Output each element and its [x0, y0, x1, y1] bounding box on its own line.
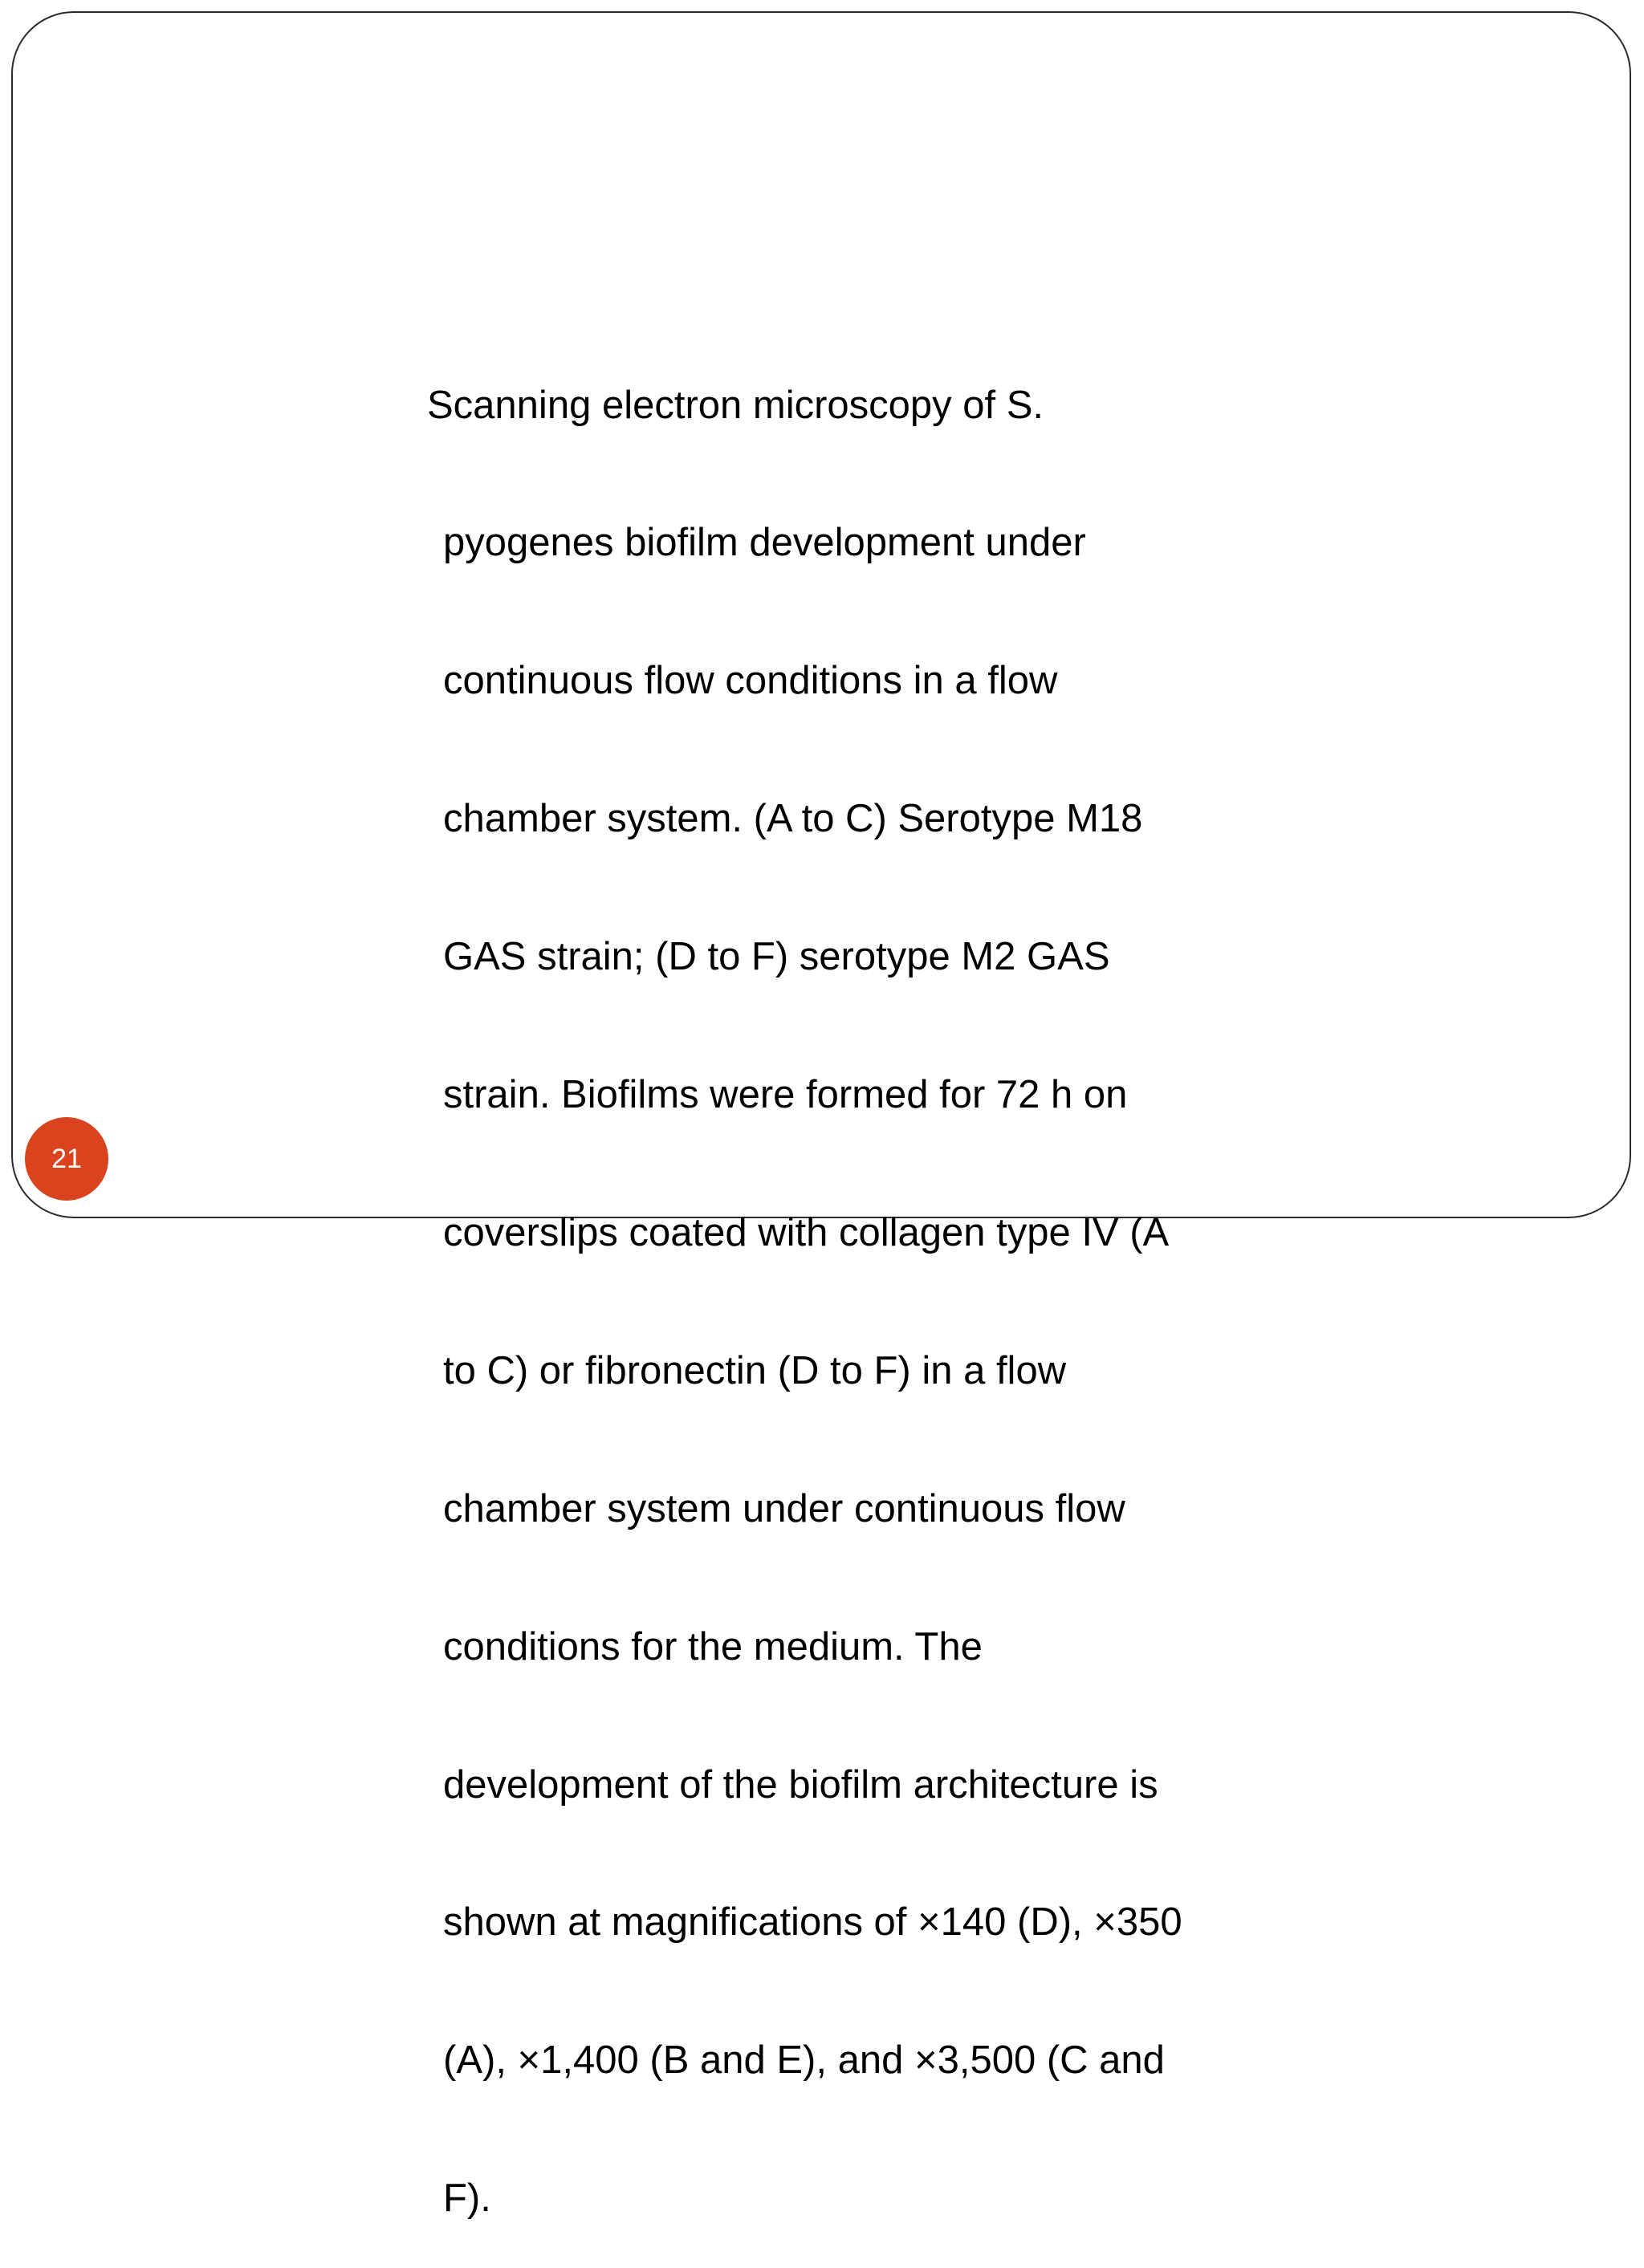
caption-line: GAS strain; (D to F) serotype M2 GAS — [443, 935, 1110, 979]
page-number: 21 — [51, 1143, 82, 1174]
caption-line: development of the biofilm architecture is — [443, 1762, 1158, 1807]
caption-line: F). — [443, 2177, 491, 2221]
caption-line: conditions for the medium. The — [443, 1624, 983, 1668]
caption-line: chamber system under continuous flow — [443, 1486, 1125, 1530]
caption-line: chamber system. (A to C) Serotype M18 — [443, 797, 1143, 841]
caption-line: continuous flow conditions in a flow — [443, 659, 1058, 703]
caption-line: strain. Biofilms were formed for 72 h on — [443, 1073, 1128, 1117]
caption-line: (A), ×1,400 (B and E), and ×3,500 (C and — [443, 2038, 1165, 2083]
caption-line: Scanning electron microscopy of S. — [427, 383, 1044, 427]
caption-line: pyogenes biofilm development under — [443, 521, 1086, 565]
slide-caption — [427, 291, 1230, 2268]
caption-line: to C) or fibronectin (D to F) in a flow — [443, 1348, 1067, 1392]
page-number-badge — [25, 1117, 108, 1201]
caption-line: coverslips coated with collagen type IV (A — [443, 1210, 1170, 1254]
caption-line: shown at magnifications of ×140 (D), ×350 — [443, 1900, 1182, 1945]
